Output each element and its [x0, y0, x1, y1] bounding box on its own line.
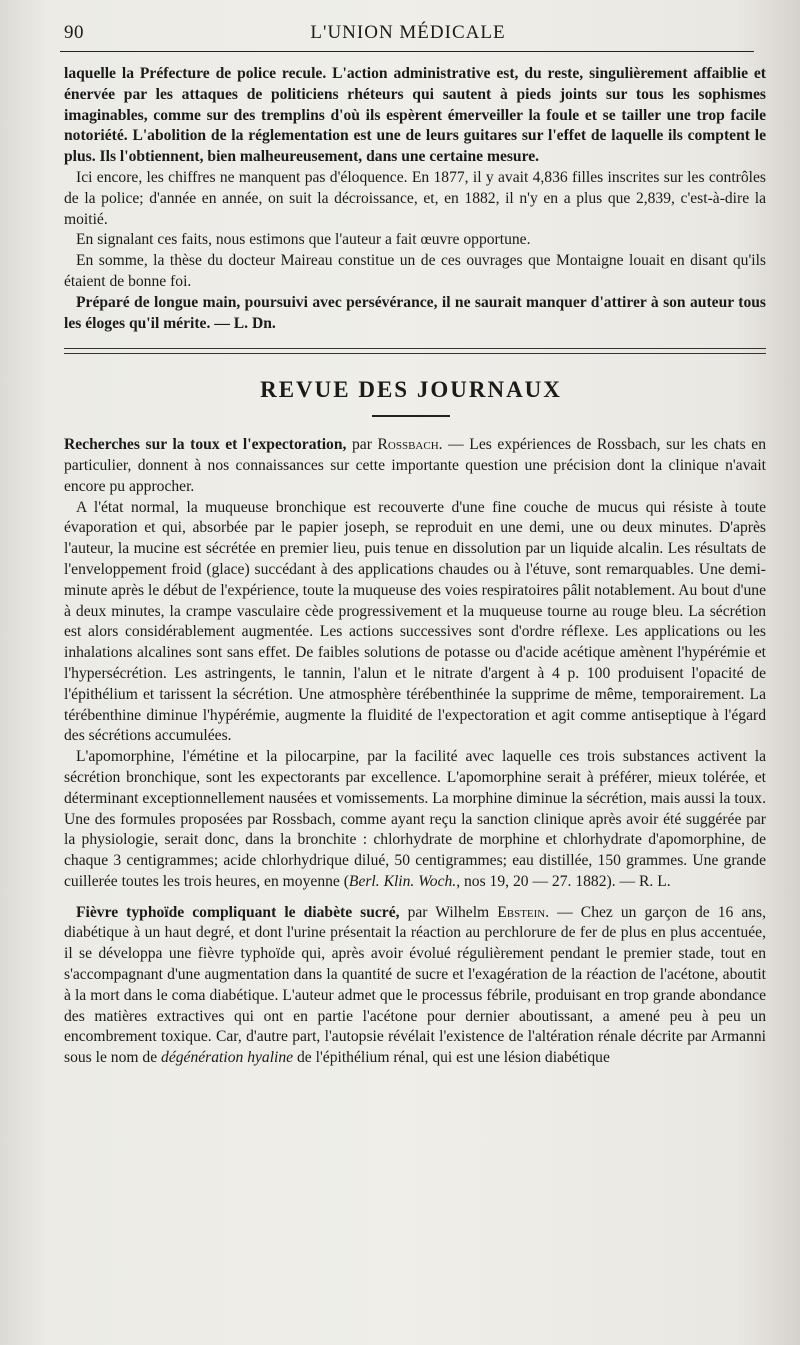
section-title: REVUE DES JOURNAUX: [260, 377, 562, 403]
article-title: Recherches sur la toux et l'expectoration,: [64, 436, 347, 454]
review-paragraph: laquelle la Préfecture de police recule. L'action administrative est, du reste, singulièrement affaiblie et énervée par les attaques de politiciens rhéteurs qui sautent à pieds joints sur tous les sophismes imaginables, comme sur des tremplins d'où ils espèrent émerveiller la foule et se tailler une trop facile notoriété. L'abolition de la réglementation est une de leurs guitares sur l'effet de laquelle ils comptent le plus. Ils l'obtiennent, bien malheureusement, dans une certaine mesure.: [64, 65, 766, 166]
review-closing-paragraph: Préparé de longue main, poursuivi avec persévérance, il ne saurait manquer d'attirer à son auteur tous les éloges qu'il mérite. — L. Dn.: [64, 293, 766, 332]
article-fievre: [64, 903, 766, 1069]
article-toux: [64, 435, 766, 893]
article-lead-paragraph: [64, 435, 766, 497]
article-title: Fièvre typhoïde compliquant le diabète sucré,: [76, 903, 400, 921]
article-paragraph: A l'état normal, la muqueuse bronchique est recouverte d'une fine couche de mucus qui résiste à toute évaporation et qui, absorbée par le papier joseph, se reproduit en une demi, une ou deux minutes. D'après l'auteur, la mucine est sécrétée en premier lieu, puis tenue en dissolution par un liquide alcalin. Les résultats de l'enveloppement froid (glace) succédant à des applications chaudes ou à l'étuve, sont remarquables. Une demi-minute après le début de l'expérience, toute la muqueuse des voies respiratoires pâlit notablement. Au bout d'une à deux minutes, la crampe vasculaire cède progressivement et la muqueuse tourne au rouge bleu. La sécrétion est alors considérablement augmentée. Les actions successives sont d'ordre réflexe. Les applications ou les inhalations alcalines sont sans effet. De faibles solutions de potasse ou d'acide acétique amènent l'hypérémie et l'hypersécrétion. Les astringents, le tannin, l'alun et le nitrate d'argent à 4 p. 100 produisent l'opacité de l'épithélium et tarissent la sécrétion. Une atmosphère térébenthinée la supprime de même, temporairement. La térébenthine diminue l'hypérémie, augmente la fluidité de l'expectoration et agit comme antiseptique à l'égard des sécrétions accumulées.: [64, 498, 766, 745]
article-paragraph: [64, 747, 766, 893]
page-number: 90: [64, 22, 84, 43]
article-lead-text: — Les expériences de Rossbach, sur les chats en particulier, donnent à nos connaissances sur cette importante question une précision dont la clinique n'avait encore pu approcher.: [64, 436, 767, 495]
book-review-continuation: [64, 64, 766, 334]
review-paragraph: En somme, la thèse du docteur Maireau constitue un de ces ouvrages que Montaigne louait en disant qu'ils étaient de bonne foi.: [64, 252, 766, 290]
citation: Berl. Klin. Woch.: [348, 872, 457, 890]
running-title: L'UNION MÉDICALE: [310, 22, 506, 43]
article-by: par Wilhelm: [399, 903, 498, 921]
page-header: [64, 18, 752, 48]
page-body: [64, 64, 767, 1069]
article-text: L'apomorphine, l'émétine et la pilocarpine, par la facilité avec laquelle ces trois substances activent la sécrétion bronchique, sont les expectorants par excellence. L'apomorphine serait à préférer, mieux tolérée, et déterminant exceptionnellement nausées et vomissements. La morphine diminue la sécrétion, mais aussi la toux. Une des formules proposées par Rossbach, comme ayant reçu la sanction clinique après avoir été suggérée par la physiologie, serait donc, dans la bronchite : chlorhydrate de morphine et chlorhydrate d'apomorphine, de chaque 3 centigrammes; acide chlorhydrique dilué, 50 centigrammes; eau distillée, 150 grammes. Une grande cuillerée toutes les trois heures, en moyenne (: [64, 748, 766, 890]
article-by: par: [346, 436, 378, 454]
emphasis-text: dégénération hyaline: [161, 1049, 294, 1067]
article-text: de l'épithélium rénal, qui est une lésion diabétique: [293, 1049, 610, 1067]
article-lead-paragraph: [64, 903, 766, 1069]
article-text: , nos 19, 20 — 27. 1882). — R. L.: [456, 872, 671, 890]
section-divider: [64, 348, 766, 354]
article-author: Ebstein.: [497, 903, 550, 921]
review-paragraph: En signalant ces faits, nous estimons que l'auteur a fait œuvre opportune.: [76, 231, 531, 249]
title-underline: [372, 415, 450, 417]
article-text: — Chez un garçon de 16 ans, diabétique à un haut degré, et dont l'urine présentait la réaction au perchlorure de fer de plus en plus accentuée, il se développa une fièvre typhoïde qui, après avoir évolué régulièrement pendant le premier stade, tout en s'accompagnant d'une augmentation dans la quantité de sucre et l'exagération de la réaction de l'acétone, aboutit à la mort dans le coma diabétique. L'auteur admet que le processus fébrile, produisant en trop grande abondance des matières extractives qui ont en partie l'acétone pour dernier aboutissant, a amené peu à peu un encombrement toxique. Car, d'autre part, l'autopsie révélait l'existence de l'altération rénale décrite par Armanni sous le nom de: [64, 903, 767, 1067]
article-author: Rossbach.: [377, 436, 443, 454]
review-paragraph: Ici encore, les chiffres ne manquent pas d'éloquence. En 1877, il y avait 4,836 filles inscrites sur les contrôles de la police; d'année en année, on suit la décroissance, et, en 1882, il n'y en a plus que 2,839, c'est-à-dire la moitié.: [64, 168, 766, 228]
header-rule: [60, 51, 754, 52]
article-gap: [76, 893, 766, 903]
